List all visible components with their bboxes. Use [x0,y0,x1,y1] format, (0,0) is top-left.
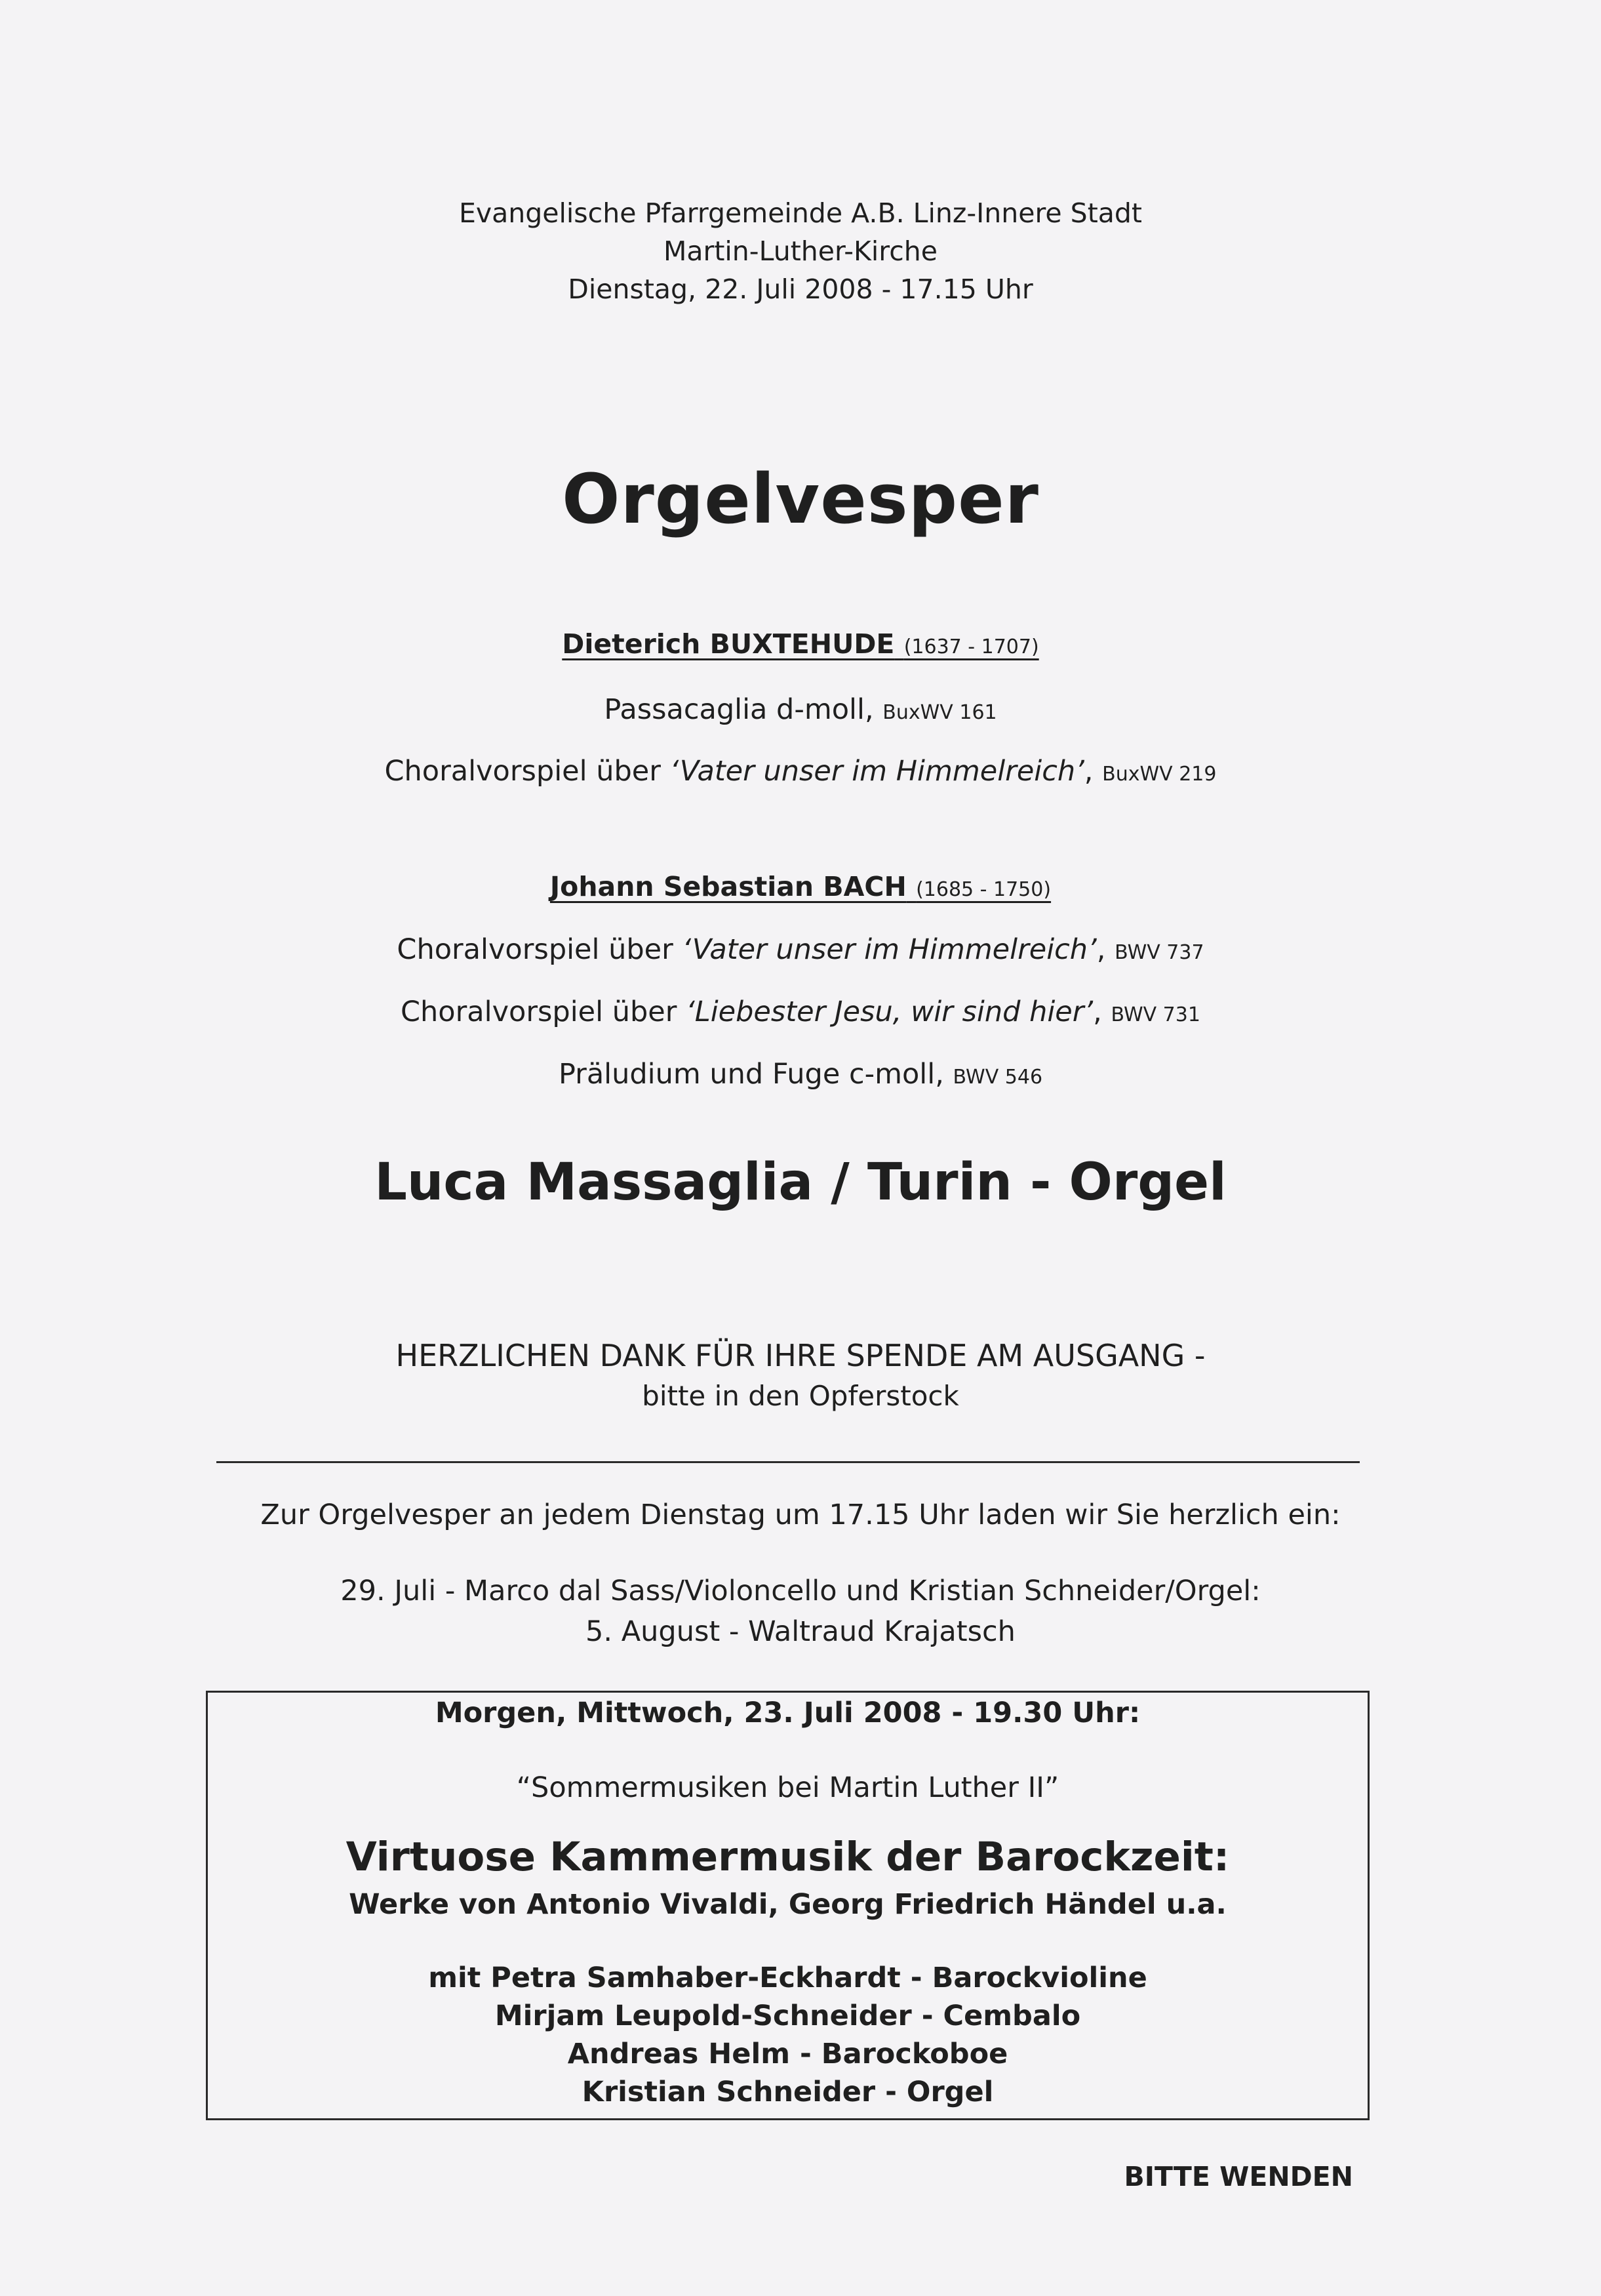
event-date: Dienstag, 22. Juli 2008 - 17.15 Uhr [568,273,1033,305]
composer-years: (1637 - 1707) [903,635,1039,658]
program-header [0,194,1601,308]
next-event-box [206,1691,1370,2120]
work-catalog: BWV 737 [1115,941,1204,964]
work-catalog: BWV 731 [1111,1003,1200,1026]
composer-name: Johann Sebastian BACH [549,871,907,902]
next-event-date: Morgen, Mittwoch, 23. Juli 2008 - 19.30 Uhr: [435,1697,1141,1729]
work-suffix: , [1096,933,1106,966]
work-prefix: Choralvorspiel über [384,755,670,788]
work-item [0,693,1601,726]
next-event-performer: Kristian Schneider - Orgel [582,2076,994,2108]
upcoming-event: 5. August - Waltraud Krajatsch [585,1615,1016,1648]
work-title: ‘Vater unser im Himmelreich’ [682,933,1097,966]
work-prefix: Passacaglia d-moll, [604,693,874,726]
work-title: ‘Vater unser im Himmelreich’ [669,755,1084,788]
next-event-performer: mit Petra Samhaber-Eckhardt - Barockvioline [428,1962,1147,1994]
work-suffix: , [1093,996,1102,1028]
work-item [0,1058,1601,1091]
next-event-headline: Virtuose Kammermusik der Barockzeit: [346,1834,1230,1880]
next-event-series: “Sommermusiken bei Martin Luther II” [516,1771,1059,1804]
next-event-works: Werke von Antonio Vivaldi, Georg Friedrich Händel u.a. [349,1888,1227,1921]
work-title: ‘Liebester Jesu, wir sind hier’ [686,996,1094,1028]
upcoming-events [0,1571,1601,1652]
work-catalog: BuxWV 161 [882,701,997,724]
work-item [0,755,1601,788]
upcoming-event: 29. Juli - Marco dal Sass/Violoncello und Kristian Schneider/Orgel: [340,1575,1261,1607]
composer-name: Dieterich BUXTEHUDE [562,628,895,660]
work-suffix: , [1084,755,1094,788]
work-prefix: Choralvorspiel über [397,933,682,966]
work-prefix: Choralvorspiel über [401,996,686,1028]
work-prefix: Präludium und Fuge c-moll, [558,1058,944,1091]
please-turn-note: BITTE WENDEN [1124,2161,1353,2192]
divider-line [216,1461,1360,1463]
performer-line: Luca Massaglia / Turin - Orgel [374,1153,1227,1212]
program-title: Orgelvesper [562,459,1039,539]
work-catalog: BuxWV 219 [1102,763,1217,786]
composer-years: (1685 - 1750) [916,878,1052,901]
work-catalog: BWV 546 [953,1066,1043,1089]
parish-name: Evangelische Pfarrgemeinde A.B. Linz-Innere Stadt [459,197,1142,229]
work-item [0,933,1601,966]
composer-heading-bach [0,871,1601,902]
donation-note [0,1335,1601,1416]
donation-thanks: HERZLICHEN DANK FÜR IHRE SPENDE AM AUSGANG - [395,1338,1206,1373]
work-item [0,996,1601,1028]
next-event-performer: Mirjam Leupold-Schneider - Cembalo [494,2000,1081,2032]
next-event-performer: Andreas Helm - Barockoboe [567,2038,1008,2070]
church-name: Martin-Luther-Kirche [663,235,938,267]
invitation-text: Zur Orgelvesper an jedem Dienstag um 17.15 Uhr laden wir Sie herzlich ein: [260,1499,1341,1531]
donation-hint: bitte in den Opferstock [642,1380,959,1412]
composer-heading-buxtehude [0,628,1601,660]
